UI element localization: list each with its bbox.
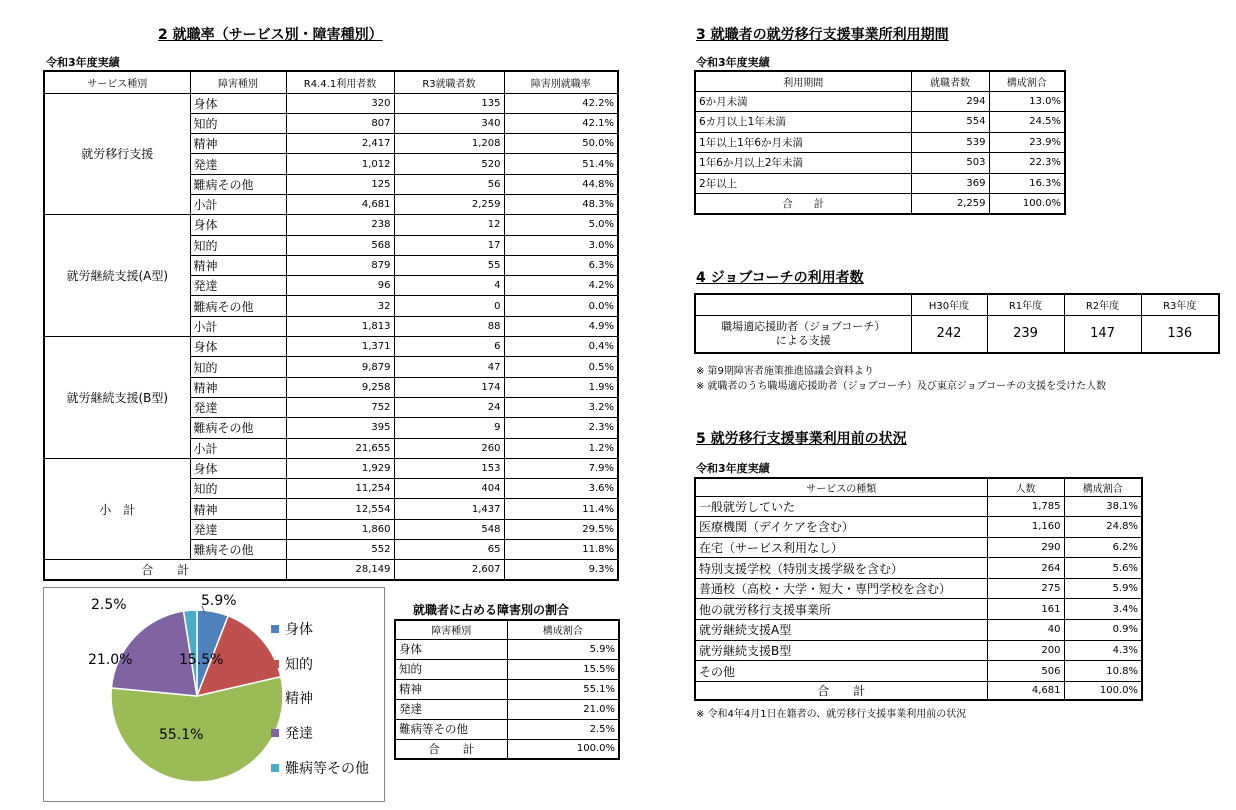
hired-cell: 88 bbox=[394, 316, 504, 336]
table-row bbox=[695, 620, 1142, 641]
section4-title: 4 ジョブコーチの利用者数 bbox=[696, 270, 864, 286]
users-cell: 9,258 bbox=[286, 377, 394, 397]
share-ratio-cell: 2.5% bbox=[507, 719, 619, 739]
ratio-cell: 23.9% bbox=[989, 132, 1065, 153]
hired-cell: 153 bbox=[394, 458, 504, 478]
table-row bbox=[695, 153, 1065, 174]
kind-cell: 特別支援学校（特別支援学級を含む） bbox=[695, 558, 987, 579]
ratio-cell: 5.6% bbox=[1064, 558, 1142, 579]
disability-type-cell: 発達 bbox=[190, 397, 286, 417]
users-cell: 125 bbox=[286, 174, 394, 194]
users-cell: 4,681 bbox=[286, 194, 394, 214]
kind-header: サービスの種類 bbox=[695, 478, 987, 496]
users-cell: 1,012 bbox=[286, 154, 394, 174]
usage-period-table bbox=[694, 70, 1066, 215]
users-cell: 807 bbox=[286, 113, 394, 133]
share-total-label: 合 計 bbox=[395, 739, 507, 759]
hired-cell: 0 bbox=[394, 296, 504, 316]
users-cell: 752 bbox=[286, 397, 394, 417]
rate-cell: 5.0% bbox=[504, 215, 618, 235]
table-row bbox=[695, 132, 1065, 153]
hired-cell: 135 bbox=[394, 93, 504, 113]
kind-total-count: 4,681 bbox=[987, 681, 1064, 700]
count-cell: 503 bbox=[911, 153, 989, 174]
users-cell: 96 bbox=[286, 276, 394, 296]
service-group-cell: 就労継続支援(B型) bbox=[44, 337, 190, 459]
table-row bbox=[695, 558, 1142, 579]
count-cell: 264 bbox=[987, 558, 1064, 579]
ratio-cell: 16.3% bbox=[989, 173, 1065, 194]
legend-other: 難病等その他 bbox=[271, 758, 369, 778]
pie-label-physical: 5.9% bbox=[201, 593, 237, 609]
legend-mental: 精神 bbox=[271, 688, 313, 708]
share-table bbox=[394, 619, 620, 760]
share-ratio-cell: 21.0% bbox=[507, 699, 619, 719]
disability-type-cell: 難病その他 bbox=[190, 418, 286, 438]
section5-subtitle: 令和3年度実績 bbox=[696, 462, 770, 475]
kind-cell: 他の就労移行支援事業所 bbox=[695, 599, 987, 620]
section2-subtitle: 令和3年度実績 bbox=[46, 56, 120, 69]
users-cell: 1,929 bbox=[286, 458, 394, 478]
rate-cell: 51.4% bbox=[504, 154, 618, 174]
kind-cell: 医療機関（デイケアを含む） bbox=[695, 517, 987, 538]
legend-physical: 身体 bbox=[271, 619, 313, 639]
share-ratio-cell: 5.9% bbox=[507, 639, 619, 659]
rate-cell: 3.0% bbox=[504, 235, 618, 255]
table-row bbox=[695, 91, 1065, 112]
count-cell: 554 bbox=[911, 112, 989, 133]
disability-type-cell: 小計 bbox=[190, 316, 286, 336]
header-users: R4.4.1利用者数 bbox=[286, 71, 394, 93]
ratio-cell: 38.1% bbox=[1064, 496, 1142, 517]
legend-swatch bbox=[271, 660, 279, 668]
table-row bbox=[44, 93, 618, 113]
header-rate: 障害別就職率 bbox=[504, 71, 618, 93]
legend-developmental: 発達 bbox=[271, 723, 313, 743]
users-cell: 9,879 bbox=[286, 357, 394, 377]
hired-cell: 174 bbox=[394, 377, 504, 397]
users-cell: 11,254 bbox=[286, 479, 394, 499]
disability-type-cell: 小計 bbox=[190, 438, 286, 458]
ratio-cell: 24.5% bbox=[989, 112, 1065, 133]
ratio-cell: 13.0% bbox=[989, 91, 1065, 112]
pie-label-mental: 55.1% bbox=[159, 727, 204, 743]
period-cell: 6か月未満 bbox=[695, 91, 911, 112]
hired-cell: 1,208 bbox=[394, 134, 504, 154]
jc-row-label bbox=[695, 315, 911, 353]
table-row bbox=[695, 173, 1065, 194]
kind-cell: 普通校（高校・大学・短大・専門学校を含む） bbox=[695, 578, 987, 599]
ratio-header: 構成割合 bbox=[989, 71, 1065, 91]
share-ratio-cell: 55.1% bbox=[507, 679, 619, 699]
share-header-type: 障害種別 bbox=[395, 620, 507, 639]
jc-header-r3: R3年度 bbox=[1141, 294, 1219, 315]
kind-cell: 在宅（サービス利用なし） bbox=[695, 537, 987, 558]
disability-type-cell: 発達 bbox=[190, 276, 286, 296]
jc-row-label-line2: による支援 bbox=[775, 333, 831, 347]
count-cell: 1,785 bbox=[987, 496, 1064, 517]
hired-cell: 24 bbox=[394, 397, 504, 417]
rate-cell: 0.5% bbox=[504, 357, 618, 377]
rate-cell: 29.5% bbox=[504, 519, 618, 539]
count-cell: 294 bbox=[911, 91, 989, 112]
table-row bbox=[695, 537, 1142, 558]
legend-swatch bbox=[271, 764, 279, 772]
ratio-cell: 22.3% bbox=[989, 153, 1065, 174]
table-row bbox=[395, 679, 619, 699]
hired-cell: 6 bbox=[394, 337, 504, 357]
disability-type-cell: 精神 bbox=[190, 134, 286, 154]
jc-row-label-line1: 職場適応援助者（ジョブコーチ） bbox=[721, 319, 886, 333]
share-type-cell: 発達 bbox=[395, 699, 507, 719]
table-row bbox=[44, 458, 618, 478]
count-cell: 369 bbox=[911, 173, 989, 194]
count-header: 人数 bbox=[987, 478, 1064, 496]
share-table-title: 就職者に占める障害別の割合 bbox=[413, 603, 570, 617]
kind-cell: 一般就労していた bbox=[695, 496, 987, 517]
share-ratio-cell: 15.5% bbox=[507, 659, 619, 679]
users-cell: 395 bbox=[286, 418, 394, 438]
hired-cell: 340 bbox=[394, 113, 504, 133]
count-cell: 506 bbox=[987, 661, 1064, 682]
hired-cell: 9 bbox=[394, 418, 504, 438]
disability-type-cell: 身体 bbox=[190, 93, 286, 113]
jc-header-blank bbox=[695, 294, 911, 315]
users-cell: 12,554 bbox=[286, 499, 394, 519]
ratio-cell: 10.8% bbox=[1064, 661, 1142, 682]
hired-cell: 56 bbox=[394, 174, 504, 194]
total-row bbox=[395, 739, 619, 759]
rate-cell: 4.9% bbox=[504, 316, 618, 336]
rate-cell: 1.9% bbox=[504, 377, 618, 397]
period-total-ratio: 100.0% bbox=[989, 194, 1065, 214]
pie-chart-panel bbox=[43, 587, 385, 802]
header-hired: R3就職者数 bbox=[394, 71, 504, 93]
disability-type-cell: 身体 bbox=[190, 337, 286, 357]
kind-cell: 就労継続支援A型 bbox=[695, 620, 987, 641]
hired-cell: 12 bbox=[394, 215, 504, 235]
ratio-cell: 0.9% bbox=[1064, 620, 1142, 641]
count-cell: 161 bbox=[987, 599, 1064, 620]
users-cell: 1,371 bbox=[286, 337, 394, 357]
rate-cell: 0.0% bbox=[504, 296, 618, 316]
table-row bbox=[695, 517, 1142, 538]
total-users: 28,149 bbox=[286, 560, 394, 580]
section2-title: 2 就職率（サービス別・障害種別） bbox=[158, 27, 383, 43]
hired-cell: 404 bbox=[394, 479, 504, 499]
share-type-cell: 身体 bbox=[395, 639, 507, 659]
rate-cell: 11.4% bbox=[504, 499, 618, 519]
rate-cell: 42.1% bbox=[504, 113, 618, 133]
header-service: サービス種別 bbox=[44, 71, 190, 93]
rate-cell: 4.2% bbox=[504, 276, 618, 296]
table-row bbox=[395, 639, 619, 659]
job-coach-table bbox=[694, 293, 1220, 354]
total-row bbox=[44, 560, 618, 580]
rate-cell: 0.4% bbox=[504, 337, 618, 357]
service-group-cell: 小 計 bbox=[44, 458, 190, 559]
hired-cell: 4 bbox=[394, 276, 504, 296]
rate-cell: 42.2% bbox=[504, 93, 618, 113]
ratio-cell: 24.8% bbox=[1064, 517, 1142, 538]
disability-type-cell: 発達 bbox=[190, 154, 286, 174]
jc-value-r3: 136 bbox=[1141, 315, 1219, 353]
jc-header-r1: R1年度 bbox=[987, 294, 1064, 315]
table-row bbox=[395, 719, 619, 739]
pie-label-developmental: 21.0% bbox=[88, 652, 133, 668]
disability-type-cell: 知的 bbox=[190, 357, 286, 377]
table-row bbox=[695, 112, 1065, 133]
header-disability: 障害種別 bbox=[190, 71, 286, 93]
users-cell: 1,860 bbox=[286, 519, 394, 539]
disability-type-cell: 身体 bbox=[190, 458, 286, 478]
disability-type-cell: 難病その他 bbox=[190, 296, 286, 316]
period-cell: 2年以上 bbox=[695, 173, 911, 194]
hired-cell: 65 bbox=[394, 540, 504, 560]
table-row bbox=[695, 661, 1142, 682]
ratio-cell: 3.4% bbox=[1064, 599, 1142, 620]
rate-cell: 50.0% bbox=[504, 134, 618, 154]
table-row bbox=[395, 699, 619, 719]
period-total-label: 合 計 bbox=[695, 194, 911, 214]
rate-cell: 3.2% bbox=[504, 397, 618, 417]
section3-subtitle: 令和3年度実績 bbox=[696, 56, 770, 69]
pie-label-other: 2.5% bbox=[91, 597, 127, 613]
total-row bbox=[695, 681, 1142, 700]
employment-rate-table bbox=[43, 70, 619, 581]
table-row bbox=[695, 640, 1142, 661]
rate-cell: 11.8% bbox=[504, 540, 618, 560]
rate-cell: 3.6% bbox=[504, 479, 618, 499]
users-cell: 552 bbox=[286, 540, 394, 560]
table-row bbox=[695, 578, 1142, 599]
hired-cell: 55 bbox=[394, 255, 504, 275]
period-header: 利用期間 bbox=[695, 71, 911, 91]
rate-cell: 7.9% bbox=[504, 458, 618, 478]
jc-note-1: ※ 第9期障害者施策推進協議会資料より bbox=[696, 366, 874, 377]
ratio-header: 構成割合 bbox=[1064, 478, 1142, 496]
ratio-cell: 5.9% bbox=[1064, 578, 1142, 599]
users-cell: 879 bbox=[286, 255, 394, 275]
share-header-ratio: 構成割合 bbox=[507, 620, 619, 639]
section5-note: ※ 令和4年4月1日在籍者の、就労移行支援事業利用前の状況 bbox=[696, 709, 967, 720]
prior-status-table bbox=[694, 477, 1143, 701]
count-cell: 1,160 bbox=[987, 517, 1064, 538]
table-row bbox=[44, 337, 618, 357]
table-row bbox=[695, 599, 1142, 620]
users-cell: 238 bbox=[286, 215, 394, 235]
disability-type-cell: 精神 bbox=[190, 255, 286, 275]
jc-value-r1: 239 bbox=[987, 315, 1064, 353]
users-cell: 568 bbox=[286, 235, 394, 255]
share-type-cell: 難病等その他 bbox=[395, 719, 507, 739]
disability-type-cell: 知的 bbox=[190, 113, 286, 133]
jc-value-h30: 242 bbox=[911, 315, 987, 353]
disability-type-cell: 知的 bbox=[190, 479, 286, 499]
period-cell: 1年以上1年6か月未満 bbox=[695, 132, 911, 153]
disability-type-cell: 小計 bbox=[190, 194, 286, 214]
period-cell: 6カ月以上1年未満 bbox=[695, 112, 911, 133]
section5-title: 5 就労移行支援事業利用前の状況 bbox=[696, 431, 907, 447]
hired-cell: 47 bbox=[394, 357, 504, 377]
table-row bbox=[695, 496, 1142, 517]
disability-type-cell: 精神 bbox=[190, 377, 286, 397]
users-cell: 320 bbox=[286, 93, 394, 113]
hired-cell: 1,437 bbox=[394, 499, 504, 519]
hired-cell: 548 bbox=[394, 519, 504, 539]
users-cell: 32 bbox=[286, 296, 394, 316]
total-hired: 2,607 bbox=[394, 560, 504, 580]
disability-type-cell: 精神 bbox=[190, 499, 286, 519]
kind-total-label: 合 計 bbox=[695, 681, 987, 700]
kind-cell: その他 bbox=[695, 661, 987, 682]
users-cell: 21,655 bbox=[286, 438, 394, 458]
count-cell: 275 bbox=[987, 578, 1064, 599]
rate-cell: 48.3% bbox=[504, 194, 618, 214]
count-cell: 200 bbox=[987, 640, 1064, 661]
share-total-ratio: 100.0% bbox=[507, 739, 619, 759]
pie-label-intellectual: 15.5% bbox=[179, 652, 224, 668]
count-header: 就職者数 bbox=[911, 71, 989, 91]
period-cell: 1年6か月以上2年未満 bbox=[695, 153, 911, 174]
disability-type-cell: 発達 bbox=[190, 519, 286, 539]
period-total-count: 2,259 bbox=[911, 194, 989, 214]
total-label: 合 計 bbox=[44, 560, 286, 580]
jc-header-h30: H30年度 bbox=[911, 294, 987, 315]
legend-swatch bbox=[271, 729, 279, 737]
section3-title: 3 就職者の就労移行支援事業所利用期間 bbox=[696, 27, 949, 43]
count-cell: 539 bbox=[911, 132, 989, 153]
ratio-cell: 6.2% bbox=[1064, 537, 1142, 558]
rate-cell: 1.2% bbox=[504, 438, 618, 458]
hired-cell: 520 bbox=[394, 154, 504, 174]
total-rate: 9.3% bbox=[504, 560, 618, 580]
users-cell: 1,813 bbox=[286, 316, 394, 336]
table-row bbox=[44, 215, 618, 235]
total-row bbox=[695, 194, 1065, 214]
ratio-cell: 4.3% bbox=[1064, 640, 1142, 661]
disability-type-cell: 知的 bbox=[190, 235, 286, 255]
disability-type-cell: 難病その他 bbox=[190, 540, 286, 560]
jc-header-r2: R2年度 bbox=[1064, 294, 1141, 315]
users-cell: 2,417 bbox=[286, 134, 394, 154]
legend-intellectual: 知的 bbox=[271, 654, 313, 674]
count-cell: 40 bbox=[987, 620, 1064, 641]
jc-note-2: ※ 就職者のうち職場適応援助者（ジョブコーチ）及び東京ジョブコーチの支援を受けた人数 bbox=[696, 381, 1107, 392]
service-group-cell: 就労移行支援 bbox=[44, 93, 190, 215]
rate-cell: 6.3% bbox=[504, 255, 618, 275]
legend-swatch bbox=[271, 625, 279, 633]
disability-type-cell: 難病その他 bbox=[190, 174, 286, 194]
rate-cell: 44.8% bbox=[504, 174, 618, 194]
legend-swatch bbox=[271, 694, 279, 702]
rate-cell: 2.3% bbox=[504, 418, 618, 438]
kind-cell: 就労継続支援B型 bbox=[695, 640, 987, 661]
hired-cell: 2,259 bbox=[394, 194, 504, 214]
kind-total-ratio: 100.0% bbox=[1064, 681, 1142, 700]
service-group-cell: 就労継続支援(A型) bbox=[44, 215, 190, 337]
share-type-cell: 知的 bbox=[395, 659, 507, 679]
hired-cell: 260 bbox=[394, 438, 504, 458]
hired-cell: 17 bbox=[394, 235, 504, 255]
share-type-cell: 精神 bbox=[395, 679, 507, 699]
jc-value-r2: 147 bbox=[1064, 315, 1141, 353]
table-row bbox=[395, 659, 619, 679]
count-cell: 290 bbox=[987, 537, 1064, 558]
disability-type-cell: 身体 bbox=[190, 215, 286, 235]
